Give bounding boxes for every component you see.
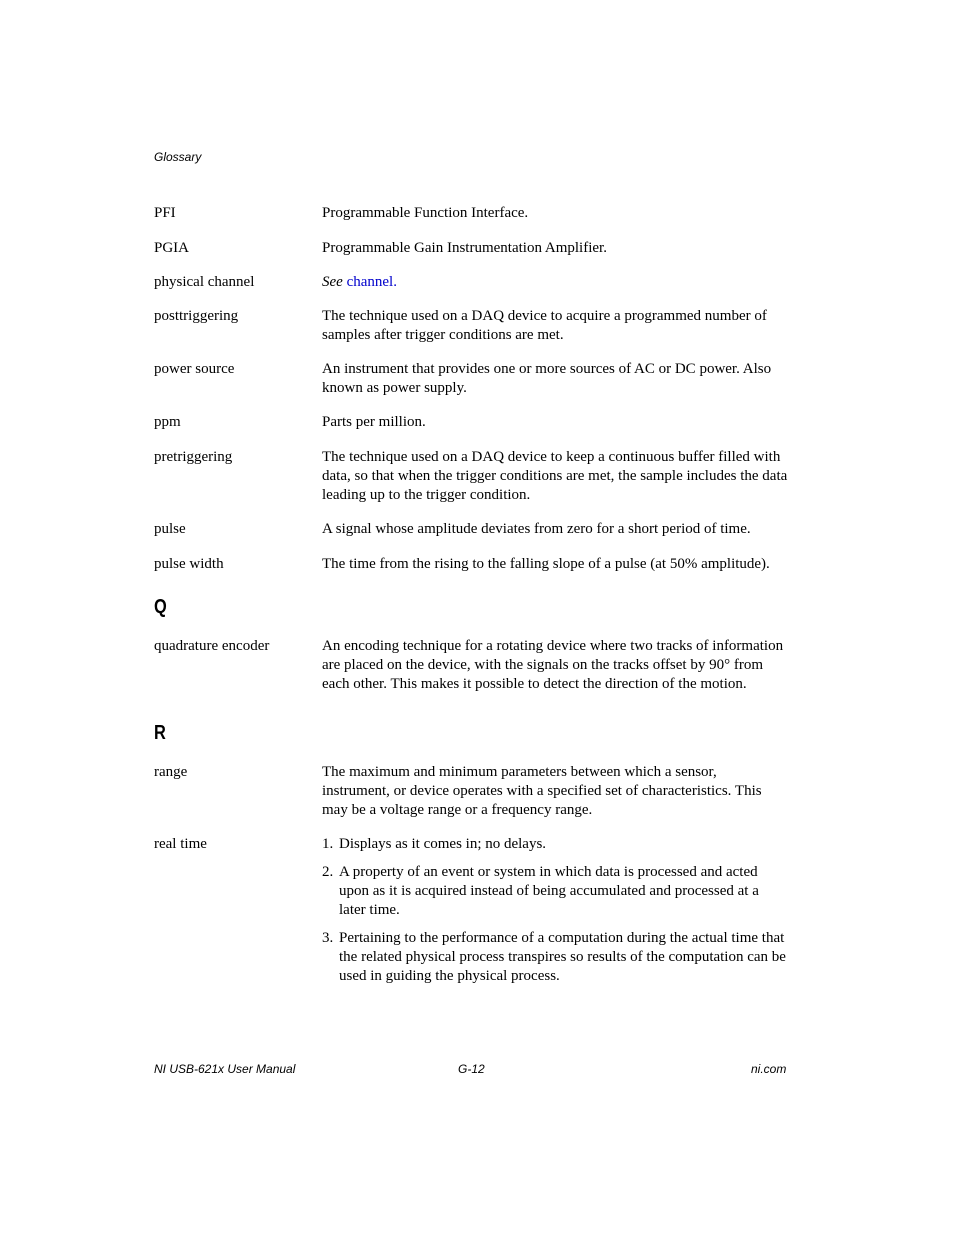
glossary-entry [154, 520, 790, 539]
glossary-term: physical channel [154, 274, 255, 290]
list-item [322, 863, 788, 920]
channel-link[interactable]: channel. [346, 274, 397, 290]
running-header: Glossary [154, 150, 202, 164]
footer-page-number: G-12 [458, 1062, 485, 1076]
list-item-number: 2. [322, 864, 334, 880]
glossary-term: pulse width [154, 556, 224, 572]
list-item [322, 929, 788, 986]
glossary-definition [322, 273, 788, 292]
glossary-definition [322, 835, 788, 986]
definition-list [322, 835, 788, 986]
glossary-content [154, 204, 790, 995]
list-item [322, 835, 788, 854]
glossary-entry [154, 637, 790, 694]
footer-manual-title: NI USB-621x User Manual [154, 1062, 296, 1076]
list-item-text: A property of an event or system in which data is processed and acted upon as it is acquired instead of being accumulated and processed at a later time. [339, 864, 759, 918]
section-letter-q: Q [154, 596, 167, 618]
glossary-definition: The technique used on a DAQ device to keep a continuous buffer filled with data, so that when the trigger conditions are met, the sample includes the data leading up to the trigger condition. [322, 449, 788, 503]
glossary-definition: The time from the rising to the falling slope of a pulse (at 50% amplitude). [322, 556, 770, 572]
glossary-entry [154, 448, 790, 505]
glossary-entry [154, 763, 790, 820]
glossary-entry [154, 239, 790, 258]
glossary-term: PGIA [154, 240, 190, 256]
glossary-term: real time [154, 836, 207, 852]
footer-website[interactable]: ni.com [751, 1062, 787, 1076]
glossary-definition: Programmable Function Interface. [322, 205, 529, 221]
list-item-text: Displays as it comes in; no delays. [339, 836, 547, 852]
glossary-entry [154, 307, 790, 345]
glossary-entry [154, 204, 790, 223]
glossary-definition: An encoding technique for a rotating device where two tracks of information are placed on the device, with the signals on the tracks offset by 90° from each other. This makes it possible to detect the direction of the motion. [322, 638, 784, 692]
glossary-term: quadrature encoder [154, 638, 270, 654]
glossary-entry [154, 555, 790, 574]
glossary-definition: A signal whose amplitude deviates from zero for a short period of time. [322, 521, 751, 537]
glossary-term: pretriggering [154, 449, 233, 465]
section-letter-r: R [154, 722, 166, 744]
glossary-entry [154, 835, 790, 986]
glossary-term: posttriggering [154, 308, 239, 324]
list-item-text: Pertaining to the performance of a computation during the actual time that the related physical process transpires so results of the computation can be used in guiding the physical process. [339, 930, 786, 984]
glossary-definition: The technique used on a DAQ device to acquire a programmed number of samples after trigger conditions are met. [322, 308, 767, 343]
glossary-definition: The maximum and minimum parameters between which a sensor, instrument, or device operates with a specified set of characteristics. This may be a voltage range or a frequency range. [322, 764, 762, 818]
glossary-term: pulse [154, 521, 186, 537]
glossary-definition: An instrument that provides one or more sources of AC or DC power. Also known as power supply. [322, 361, 772, 396]
glossary-term: PFI [154, 205, 176, 221]
list-item-number: 3. [322, 930, 334, 946]
glossary-entry [154, 360, 790, 398]
glossary-term: ppm [154, 414, 181, 430]
glossary-definition: Parts per million. [322, 414, 426, 430]
glossary-term: power source [154, 361, 235, 377]
glossary-entry [154, 413, 790, 432]
glossary-entry [154, 273, 790, 292]
glossary-definition: Programmable Gain Instrumentation Amplifier. [322, 240, 607, 256]
see-prefix: See [322, 274, 343, 290]
glossary-term: range [154, 764, 188, 780]
list-item-number: 1. [322, 836, 334, 852]
